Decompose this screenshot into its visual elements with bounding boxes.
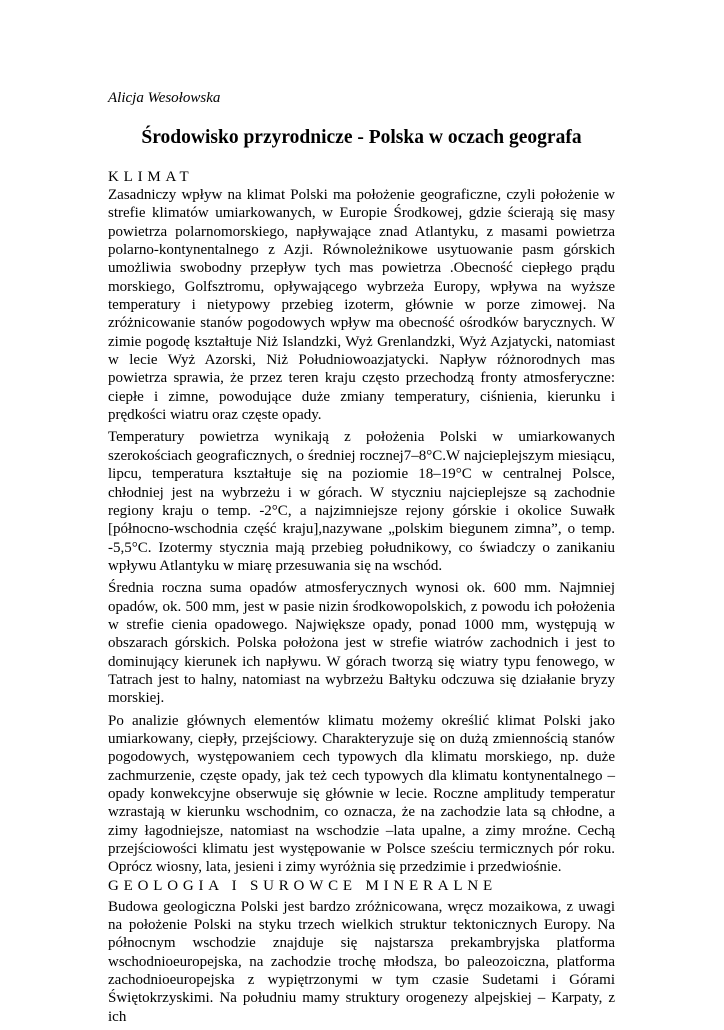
climate-paragraph: Temperatury powietrza wynikają z położenia Polski w umiarkowanych szerokościach geograficznych, o średniej rocznej7–8°C.W najcieplejszym miesiącu, lipcu, temperatura kształtuje się na poziomie 18–19°C w centralnej Polsce, chłodniej jest na wybrzeżu i w górach. W styczniu najcieplejsze są zachodnie regiony kraju o temp. -2°C, a najzimniejsze rejony górskie i okolice Suwałk [północno-wschodnia część kraju],nazywane „polskim biegunem zimna”, o temp. -5,5°C. Izotermy stycznia mają przebieg południkowy, co świadczy o zanikaniu wpływu Atlantyku w miarę przesuwania się na wschód. bbox=[108, 429, 615, 574]
geology-paragraph: Budowa geologiczna Polski jest bardzo zróżnicowana, wręcz mozaikowa, z uwagi na położenie Polski na styku trzech wielkich struktur tektonicznych Europy. Na północnym wschodzie znajduje się najstarsza prekambryjska platforma wschodnioeuropejska, na zachodzie trochę młodsza, bo paleozoiczna, platforma zachodnioeuropejska z wypiętrzonymi w tym czasie Sudetami i Górami Świętokrzyskimi. Na południu mamy struktury orogenezy alpejskiej – Karpaty, z ich bbox=[108, 898, 615, 1025]
climate-paragraph: Średnia roczna suma opadów atmosferycznych wynosi ok. 600 mm. Najmniej opadów, ok. 500 mm, jest w pasie nizin środkowopolskich, z powodu ich położenia w strefie cienia opadowego. Największe opady, ponad 1000 mm, występują w obszarach górskich. Polska położona jest w strefie wiatrów zachodnich i jest to dominujący kierunek ich napływu. W górach tworzą się wiatry typu fenowego, w Tatrach jest to halny, natomiast na wybrzeżu Bałtyku odczuwa się działanie bryzy morskiej. bbox=[108, 580, 615, 707]
section-heading-geology: GEOLOGIA I SUROWCE MINERALNE bbox=[108, 877, 497, 894]
author-name: Alicja Wesołowska bbox=[108, 90, 221, 106]
section-heading-climate: KLIMAT bbox=[108, 169, 194, 185]
climate-paragraph: Po analizie głównych elementów klimatu możemy określić klimat Polski jako umiarkowany, ciepły, przejściowy. Charakteryzuje się on dużą zmiennością stanów pogodowych, występowaniem cech typowych dla klimatu morskiego, np. duże zachmurzenie, częste opady, jak też cech typowych dla klimatu kontynentalnego – opady konwekcyjne obserwuje się głównie w lecie. Roczne amplitudy temperatur wzrastają w kierunku wschodnim, co oznacza, że na zachodzie lata są chłodne, a zimy łagodniejsze, natomiast na wschodzie –lata upalne, a zimy mroźne. Cechą przejściowości klimatu jest występowanie w Polsce sześciu termicznych pór roku. Oprócz wiosny, lata, jesieni i zimy wyróżnia się przedzimie i przedwiośnie. bbox=[108, 712, 615, 876]
climate-paragraph: Zasadniczy wpływ na klimat Polski ma położenie geograficzne, czyli położenie w strefie klimatów umiarkowanych, w Europie Środkowej, gdzie ścierają się masy powietrza polarnomorskiego, napływające znad Atlantyku, z masami powietrza polarno-kontynentalnego z Azji. Równoleżnikowe usytuowanie pasm górskich umożliwia swobodny przepływ tych mas powietrza .Obecność ciepłego prądu morskiego, Golfsztromu, opływającego wybrzeża Europy, wpływa na wyższe temperatury i nietypowy przebieg izoterm, głównie w porze zimowej. Na zróżnicowanie stanów pogodowych wpływ ma obecność ośrodków barycznych. W zimie pogodę kształtuje Niż Islandzki, Wyż Grenlandzki, Wyż Azjatycki, natomiast w lecie Wyż Azorski, Niż Południowoazjatycki. Napływ różnorodnych mas powietrza sprawia, że przez teren kraju często przechodzą fronty atmosferyczne: ciepłe i zimne, powodujące duże zmiany temperatury, ciśnienia, kierunku i prędkości wiatru oraz częste opady. bbox=[108, 187, 615, 424]
document-title: Środowisko przyrodnicze - Polska w oczach geografa bbox=[141, 127, 582, 148]
document-page bbox=[108, 88, 615, 1030]
